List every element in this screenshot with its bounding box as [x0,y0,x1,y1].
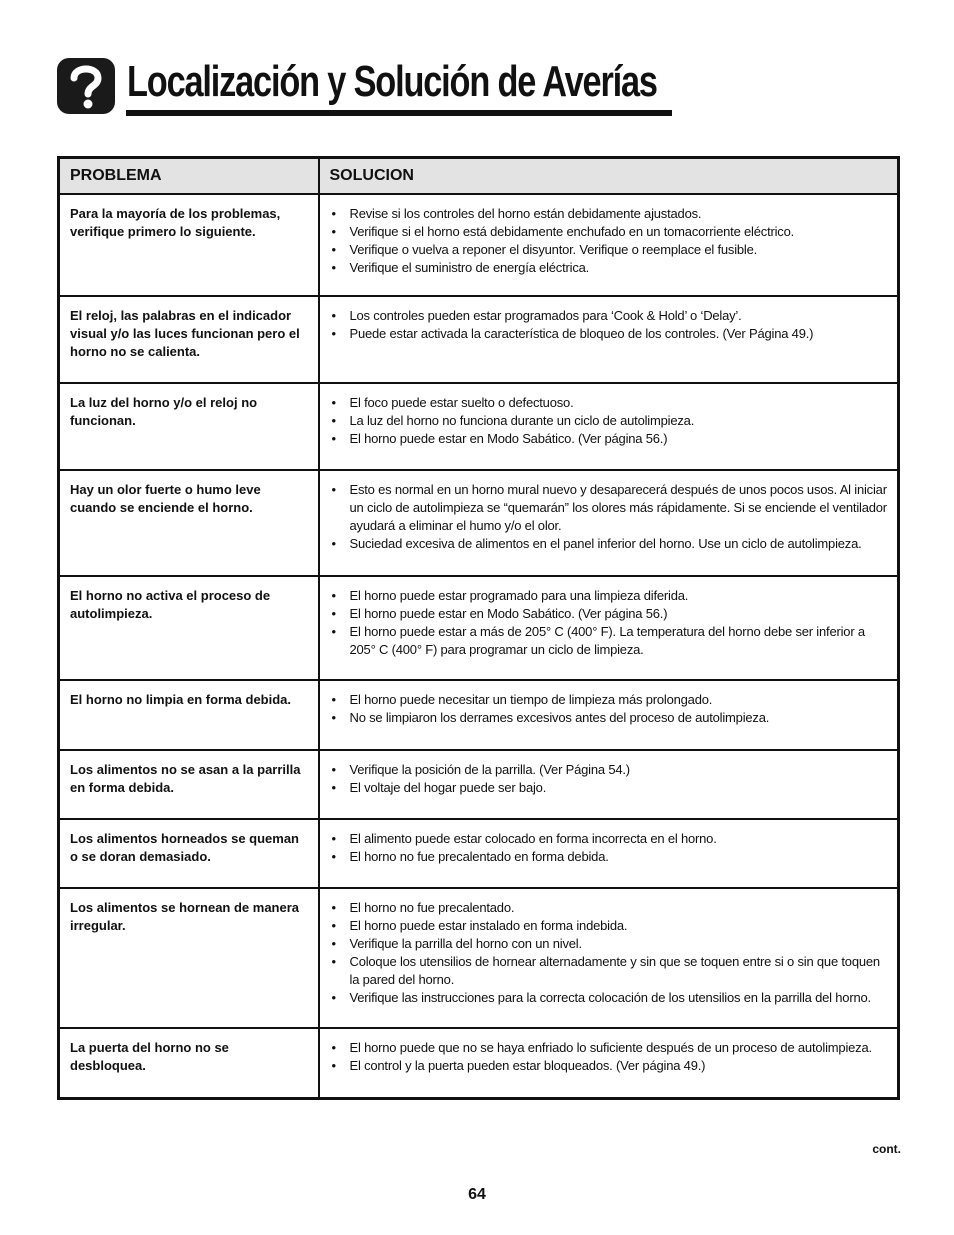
solution-cell [319,819,899,888]
table-header-row [59,158,899,195]
solution-item: • Coloque los utensilios de hornear alternadamente y sin que se toquen entre si o sin que toquen la pared del horno. [330,953,888,989]
solution-item: • Esto es normal en un horno mural nuevo y desaparecerá después de unos pocos usos. Al iniciar un ciclo de autolimpieza se “quemarán” los olores más rápidamente. Si se enciende el ventilador ayudará a eliminar el humo y/o el olor. [330,481,888,535]
solution-item: • El horno puede que no se haya enfriado lo suficiente después de un proceso de autolimpieza. [330,1039,888,1057]
question-mark-icon [57,58,115,114]
table-row [59,750,899,819]
solution-item: • El horno puede estar a más de 205° C (400° F). La temperatura del horno debe ser inferior a 205° C (400° F) para programar un ciclo de limpieza. [330,623,888,659]
solution-item: • El horno puede estar en Modo Sabático. (Ver página 56.) [330,430,888,448]
troubleshooting-table [57,156,900,1100]
problem-cell: La puerta del horno no se desbloquea. [59,1028,319,1098]
problem-cell: El horno no activa el proceso de autolimpieza. [59,576,319,680]
table-row [59,819,899,888]
solution-cell [319,750,899,819]
table-row [59,296,899,383]
solution-cell [319,1028,899,1098]
solution-item: • El horno puede necesitar un tiempo de limpieza más prolongado. [330,691,888,709]
problem-cell: El horno no limpia en forma debida. [59,680,319,750]
table-row [59,680,899,750]
solution-cell [319,194,899,296]
solution-item: • El horno puede estar en Modo Sabático. (Ver página 56.) [330,605,888,623]
problem-cell: Los alimentos se hornean de manera irregular. [59,888,319,1028]
problem-cell: Para la mayoría de los problemas, verifique primero lo siguiente. [59,194,319,296]
title-underline [126,110,672,116]
solution-item: • Los controles pueden estar programados para ‘Cook & Hold’ o ‘Delay’. [330,307,888,325]
solution-item: • Verifique el suministro de energía eléctrica. [330,259,888,277]
solution-item: • El control y la puerta pueden estar bloqueados. (Ver página 49.) [330,1057,888,1075]
page-title: Localización y Solución de Averías [127,57,657,106]
solution-item: • El horno no fue precalentado en forma debida. [330,848,888,866]
table-row [59,1028,899,1098]
solution-cell [319,576,899,680]
solution-item: • El horno no fue precalentado. [330,899,888,917]
solution-item: • Puede estar activada la característica de bloqueo de los controles. (Ver Página 49.) [330,325,888,343]
problem-cell: La luz del horno y/o el reloj no funcionan. [59,383,319,470]
solution-item: • La luz del horno no funciona durante un ciclo de autolimpieza. [330,412,888,430]
solution-item: • Verifique la parrilla del horno con un nivel. [330,935,888,953]
column-header-solution: SOLUCION [319,158,899,195]
table-row [59,470,899,576]
solution-cell [319,888,899,1028]
solution-item: • El voltaje del hogar puede ser bajo. [330,779,888,797]
problem-cell: Los alimentos no se asan a la parrilla en forma debida. [59,750,319,819]
solution-item: • El horno puede estar programado para una limpieza diferida. [330,587,888,605]
column-header-problem: PROBLEMA [59,158,319,195]
solution-cell [319,296,899,383]
solution-cell [319,680,899,750]
table-row [59,194,899,296]
problem-cell: El reloj, las palabras en el indicador visual y/o las luces funcionan pero el horno no se calienta. [59,296,319,383]
problem-cell: Los alimentos horneados se queman o se doran demasiado. [59,819,319,888]
solution-item: • Suciedad excesiva de alimentos en el panel inferior del horno. Use un ciclo de autolimpieza. [330,535,888,553]
solution-cell [319,383,899,470]
table-row [59,576,899,680]
solution-item: • Verifique la posición de la parrilla. (Ver Página 54.) [330,761,888,779]
solution-item: • Verifique o vuelva a reponer el disyuntor. Verifique o reemplace el fusible. [330,241,888,259]
solution-item: • El foco puede estar suelto o defectuoso. [330,394,888,412]
continued-label: cont. [872,1142,901,1156]
problem-cell: Hay un olor fuerte o humo leve cuando se enciende el horno. [59,470,319,576]
solution-item: • Verifique las instrucciones para la correcta colocación de los utensilios en la parrilla del horno. [330,989,888,1007]
solution-item: • No se limpiaron los derrames excesivos antes del proceso de autolimpieza. [330,709,888,727]
solution-item: • Revise si los controles del horno están debidamente ajustados. [330,205,888,223]
solution-item: • El alimento puede estar colocado en forma incorrecta en el horno. [330,830,888,848]
table-row [59,383,899,470]
table-row [59,888,899,1028]
page-number: 64 [468,1186,486,1203]
solution-item: • Verifique si el horno está debidamente enchufado en un tomacorriente eléctrico. [330,223,888,241]
solution-item: • El horno puede estar instalado en forma indebida. [330,917,888,935]
solution-cell [319,470,899,576]
